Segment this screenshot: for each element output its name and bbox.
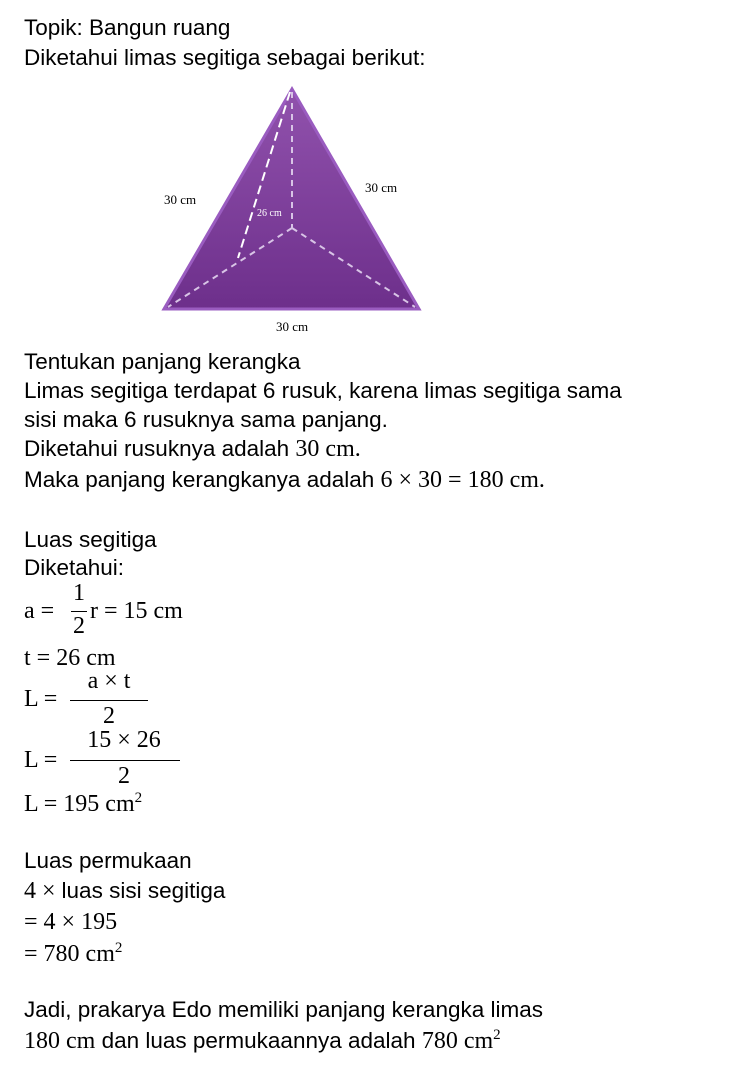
equation-a (24, 580, 224, 642)
frame-edge-value: 30 cm. (295, 436, 361, 462)
equation-L2-lhs: L = (24, 747, 58, 773)
conclusion-line-1: Jadi, prakarya Edo memiliki panjang kerangka limas (24, 997, 543, 1022)
frame-total-line (24, 465, 545, 495)
pyramid-shape (164, 89, 419, 309)
label-height: 26 cm (257, 208, 282, 219)
equation-a-rhs: r = 15 cm (90, 598, 183, 624)
surface-line-3 (24, 939, 122, 969)
conclusion-line-2 (24, 1026, 501, 1056)
surface-line-1 (24, 876, 225, 906)
surface-line-1-expr: 4 × (24, 878, 62, 904)
equation-L2-den: 2 (118, 763, 130, 789)
frame-heading: Tentukan panjang kerangka (24, 349, 301, 374)
pyramid-figure (150, 80, 440, 340)
label-left-edge: 30 cm (164, 192, 197, 207)
equation-L2 (24, 727, 224, 791)
frame-edge-prefix: Diketahui rusuknya adalah (24, 436, 296, 461)
equation-a-den: 2 (73, 613, 85, 639)
label-bottom-edge: 30 cm (276, 319, 309, 334)
frame-edge-line (24, 434, 361, 464)
conclusion-value-1: 180 cm (24, 1028, 96, 1054)
conclusion-mid: dan luas permukaannya adalah (95, 1028, 422, 1053)
surface-line-3-text: = 780 cm (24, 941, 115, 967)
equation-L3 (24, 789, 142, 819)
equation-L2-fraction-bar (70, 760, 180, 761)
equation-L2-num: 15 × 26 (87, 727, 161, 753)
topic-title: Topik: Bangun ruang (24, 15, 231, 40)
surface-line-3-exponent: 2 (114, 940, 123, 956)
surface-line-2: = 4 × 195 (24, 909, 118, 935)
frame-text-1: Limas segitiga terdapat 6 rusuk, karena limas segitiga sama (24, 378, 622, 403)
equation-a-fraction-bar (71, 611, 87, 612)
equation-L1-fraction-bar (70, 700, 148, 701)
equation-L1-den: 2 (103, 703, 115, 729)
equation-L1-num: a × t (87, 668, 131, 694)
frame-total-prefix: Maka panjang kerangkanya adalah (24, 467, 381, 492)
conclusion-value-2-exponent: 2 (493, 1027, 501, 1043)
frame-total-expr: 6 × 30 = 180 cm. (380, 467, 545, 493)
equation-a-lhs: a = (24, 598, 55, 624)
triangle-known: Diketahui: (24, 555, 125, 580)
equation-L1 (24, 668, 224, 732)
equation-L1-lhs: L = (24, 686, 58, 712)
equation-L3-text: L = 195 cm (24, 791, 135, 817)
equation-t: t = 26 cm (24, 645, 116, 671)
surface-line-1-text: luas sisi segitiga (61, 878, 226, 903)
conclusion-value-2: 780 cm (421, 1028, 494, 1054)
label-right-edge: 30 cm (365, 180, 398, 195)
triangle-heading: Luas segitiga (24, 527, 157, 552)
intro-text: Diketahui limas segitiga sebagai berikut: (24, 45, 426, 70)
surface-heading: Luas permukaan (24, 848, 192, 873)
frame-text-2: sisi maka 6 rusuknya sama panjang. (24, 407, 388, 432)
equation-L3-exponent: 2 (134, 790, 143, 806)
equation-a-num: 1 (73, 580, 85, 606)
